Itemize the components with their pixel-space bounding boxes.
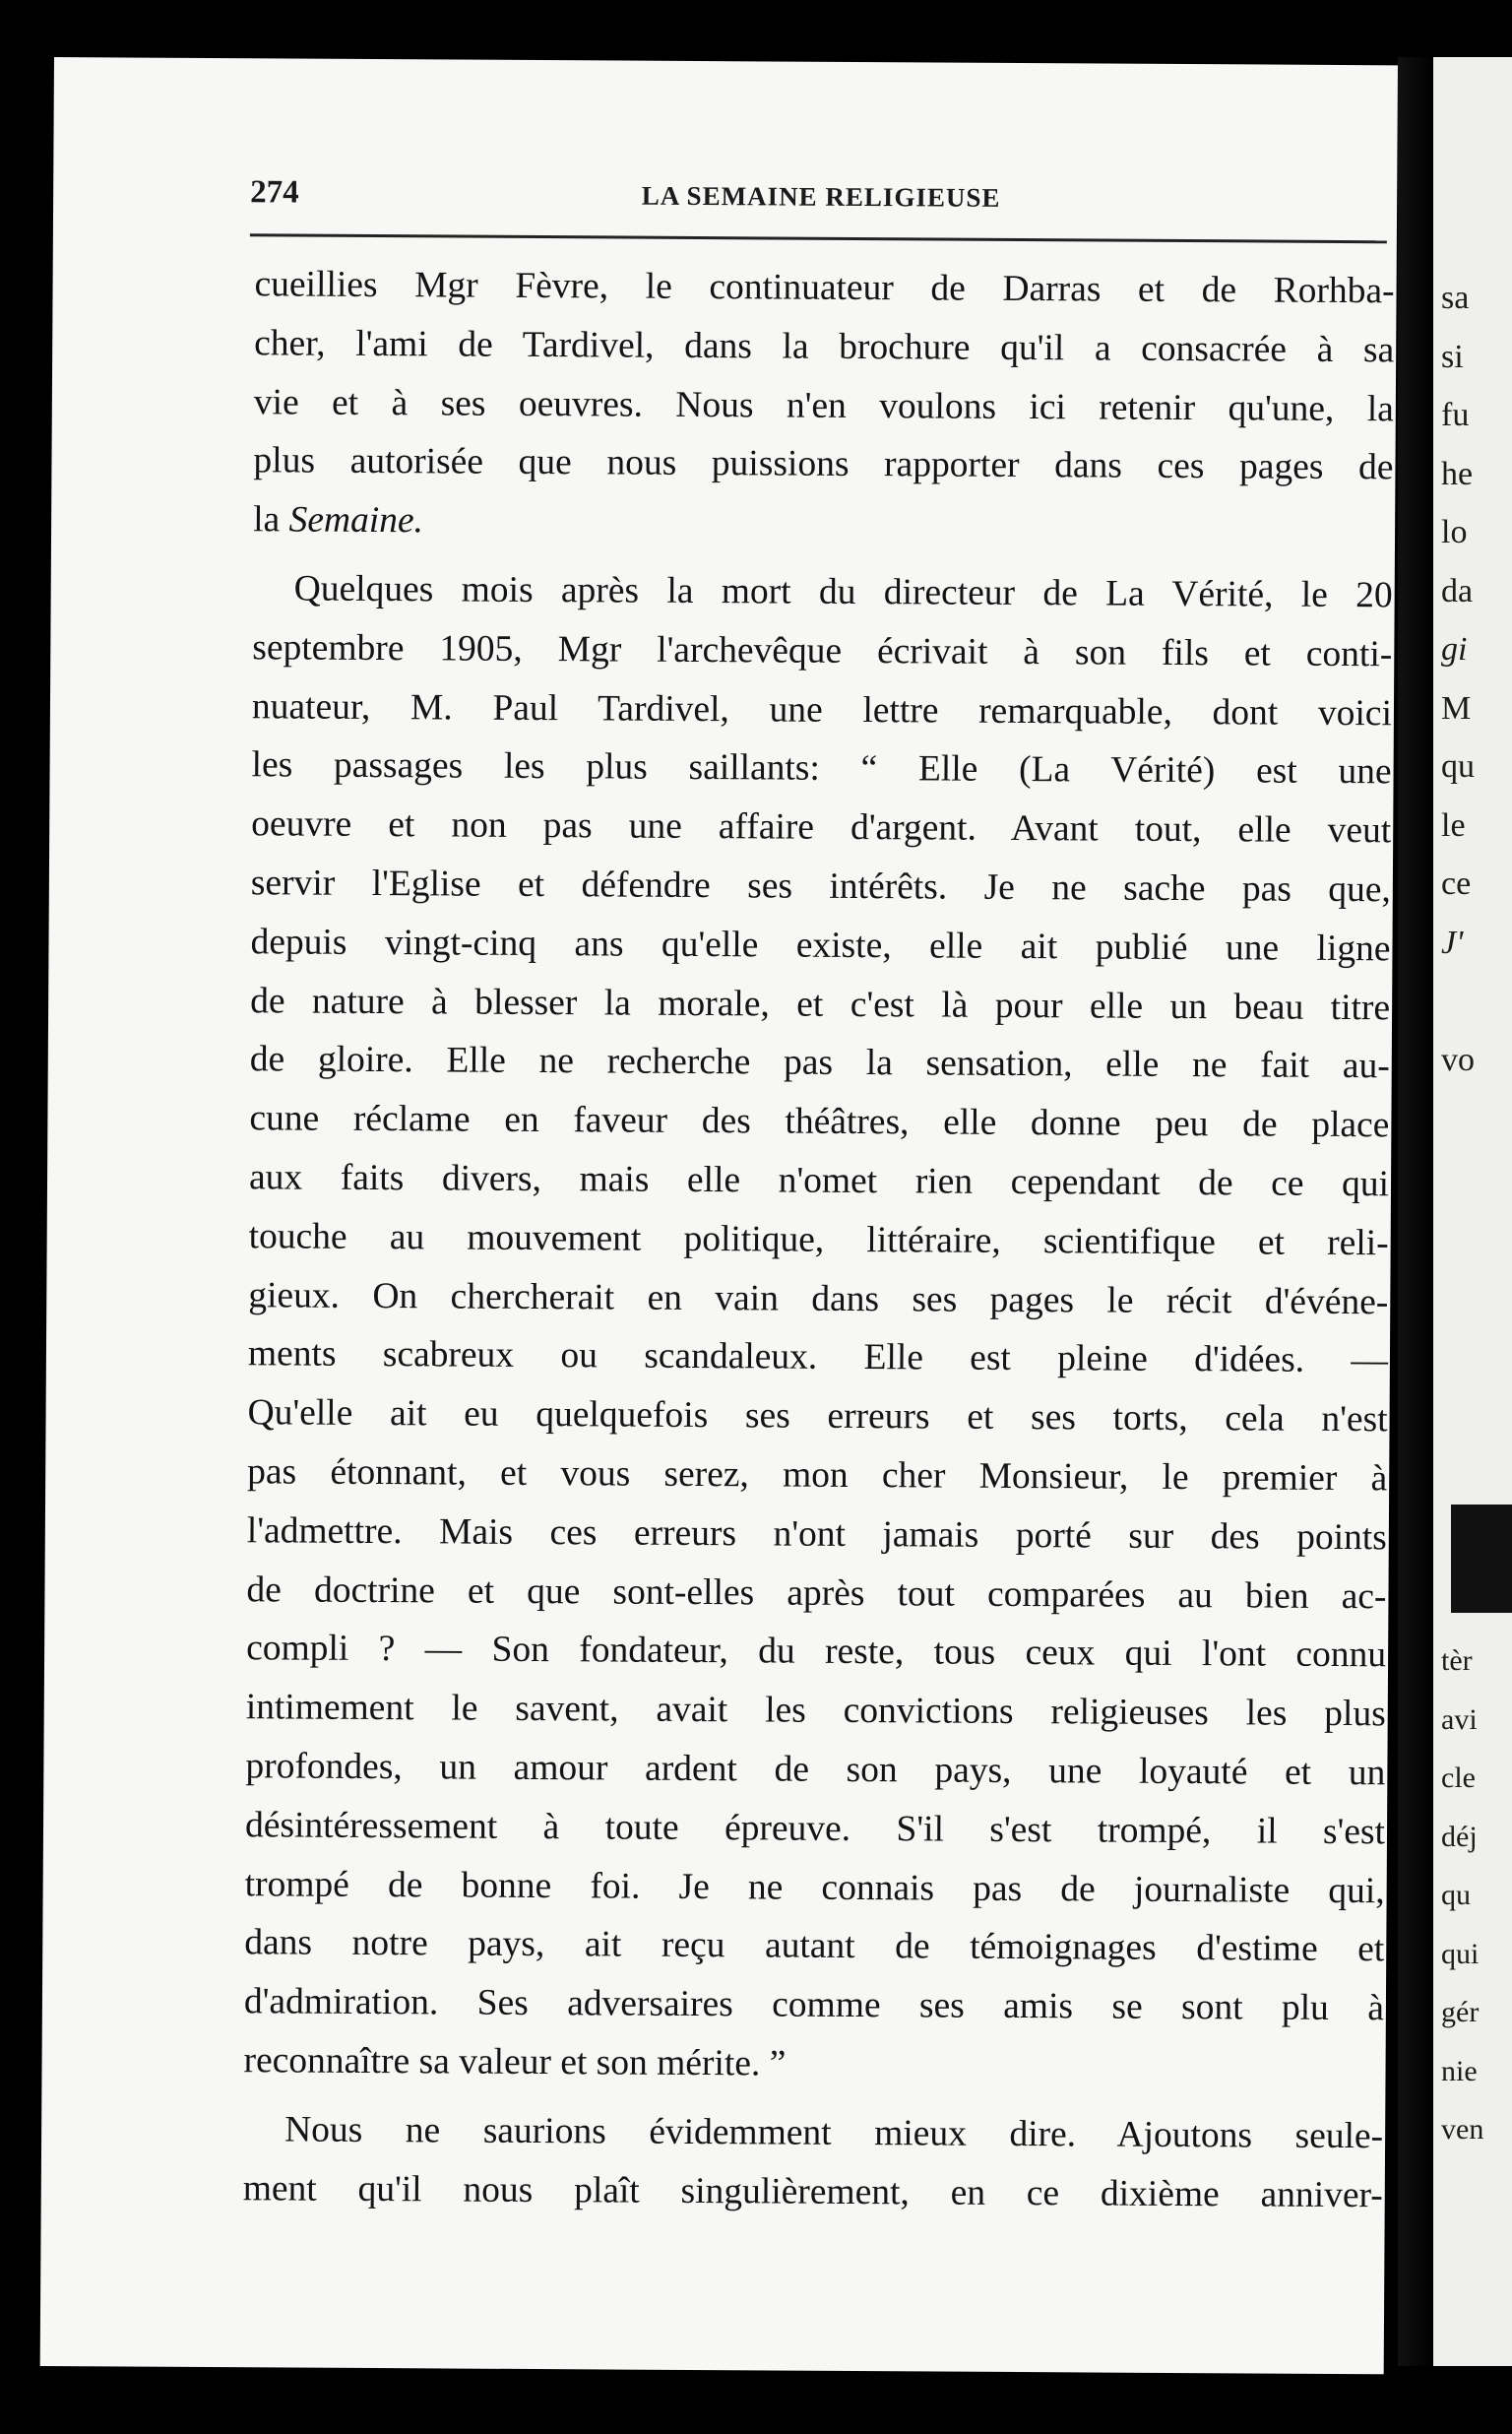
facing-page-fragment: qu xyxy=(1441,748,1475,785)
text-line: trompé de bonne foi. Je ne connais pas de journaliste qui, xyxy=(244,1863,1385,1911)
italic-title: Semaine. xyxy=(288,499,424,542)
facing-page-fragment: ven xyxy=(1441,2113,1484,2146)
facing-page-fragment: nie xyxy=(1441,2054,1478,2087)
text-line: depuis vingt-cinq ans qu'elle existe, elle ait publié une ligne xyxy=(250,922,1391,970)
text-fragment: la xyxy=(253,499,289,541)
text-line: de doctrine et que sont-elles après tout comparées au bien ac- xyxy=(246,1569,1387,1617)
book-page xyxy=(40,57,1398,2374)
text-line: d'admiration. Ses adversaires comme ses amis se sont plu à xyxy=(243,1981,1385,2029)
text-line: de gloire. Elle ne recherche pas la sensation, elle ne fait au- xyxy=(249,1039,1390,1087)
text-line: de nature à blesser la morale, et c'est là pour elle un beau titre xyxy=(250,980,1391,1028)
text-line: nuateur, M. Paul Tardivel, une lettre remarquable, dont voici xyxy=(251,685,1393,734)
facing-page-fragment: ce xyxy=(1441,865,1472,902)
facing-page-fragment: si xyxy=(1441,338,1464,375)
facing-page-fragment: qui xyxy=(1441,1937,1480,1970)
facing-page-fragment: qu xyxy=(1441,1879,1471,1911)
text-line: touche au mouvement politique, littéraire, scientifique et reli- xyxy=(248,1215,1389,1264)
running-title: LA SEMAINE RELIGIEUSE xyxy=(641,180,1001,213)
facing-page-fragment: da xyxy=(1441,572,1474,609)
text-line: profondes, un amour ardent de son pays, une loyauté et un xyxy=(245,1746,1386,1794)
paragraph-1 xyxy=(253,255,1395,556)
text-line: l'admettre. Mais ces erreurs n'ont jamais porté sur des points xyxy=(246,1509,1387,1559)
page-number: 274 xyxy=(250,174,299,211)
gutter-shadow xyxy=(1398,57,1433,2366)
text-line: compli ? — Son fondateur, du reste, tous ceux qui l'ont connu xyxy=(246,1628,1387,1676)
text-line: cher, l'ami de Tardivel, dans la brochure qu'il a consacrée à sa xyxy=(254,323,1395,371)
text-line: aux faits divers, mais elle n'omet rien cependant de ce qui xyxy=(248,1157,1390,1205)
facing-page-fragment: avi xyxy=(1441,1702,1478,1736)
text-line xyxy=(253,490,1393,556)
body-text xyxy=(243,255,1395,2224)
text-line: plus autorisée que nous puissions rapporter dans ces pages de xyxy=(253,440,1394,488)
header-rule xyxy=(250,233,1387,243)
text-line: désintéressement à toute épreuve. S'il s'est trompé, il s'est xyxy=(244,1804,1386,1853)
text-line: cueillies Mgr Fèvre, le continuateur de Darras et de Rorhba- xyxy=(254,264,1395,312)
facing-page-fragment: gi xyxy=(1441,631,1468,668)
text-line: oeuvre et non pas une affaire d'argent. Avant tout, elle veut xyxy=(251,803,1392,852)
facing-page-fragment: déj xyxy=(1441,1820,1478,1853)
facing-page-edge xyxy=(1433,57,1512,2366)
facing-page-fragment: M xyxy=(1441,689,1472,727)
facing-page-fragment: gér xyxy=(1441,1996,1480,2028)
text-line: les passages les plus saillants: “ Elle (La Vérité) est une xyxy=(251,744,1392,793)
text-line: gieux. On chercherait en vain dans ses pages le récit d'événe- xyxy=(248,1274,1389,1322)
paragraph-2 xyxy=(243,559,1392,2097)
text-line: Quelques mois après la mort du directeur de La Vérité, le 20 xyxy=(293,568,1393,616)
text-line: vie et à ses oeuvres. Nous n'en voulons ici retenir qu'une, la xyxy=(253,381,1394,429)
facing-page-fragment: J' xyxy=(1441,924,1464,961)
text-line: dans notre pays, ait reçu autant de témoignages d'estime et xyxy=(244,1922,1385,1970)
facing-page-fragment: tèr xyxy=(1441,1644,1473,1677)
text-line: pas étonnant, et vous serez, mon cher Monsieur, le premier à xyxy=(247,1451,1388,1500)
page-header xyxy=(250,174,1392,230)
text-line: ments scabreux ou scandaleux. Elle est pleine d'idées. — xyxy=(247,1333,1389,1381)
text-line: intimement le savent, avait les convictions religieuses les plus xyxy=(245,1687,1386,1735)
text-line: septembre 1905, Mgr l'archevêque écrivait à son fils et conti- xyxy=(252,627,1393,675)
text-line: cune réclame en faveur des théâtres, elle donne peu de place xyxy=(249,1098,1390,1146)
facing-page-fragment: he xyxy=(1441,455,1474,492)
facing-page-fragment: fu xyxy=(1441,397,1470,433)
ornamental-initial xyxy=(1451,1505,1512,1613)
paragraph-3 xyxy=(243,2100,1384,2225)
facing-page-fragment: sa xyxy=(1441,280,1470,316)
facing-page-fragment: le xyxy=(1441,806,1466,844)
text-line: ment qu'il nous plaît singulièrement, en ce dixième anniver- xyxy=(242,2167,1383,2215)
facing-page-fragment: vo xyxy=(1441,1041,1475,1078)
text-line: Qu'elle ait eu quelquefois ses erreurs et ses torts, cela n'est xyxy=(247,1392,1388,1441)
text-line: servir l'Eglise et défendre ses intérêts. Je ne sache pas que, xyxy=(250,863,1391,911)
text-line: Nous ne saurions évidemment mieux dire. Ajoutons seule- xyxy=(284,2109,1384,2156)
facing-page-fragment: cle xyxy=(1441,1761,1476,1794)
text-line: reconnaître sa valeur et son mérite. ” xyxy=(243,2040,787,2084)
facing-page-fragment: lo xyxy=(1441,514,1468,550)
